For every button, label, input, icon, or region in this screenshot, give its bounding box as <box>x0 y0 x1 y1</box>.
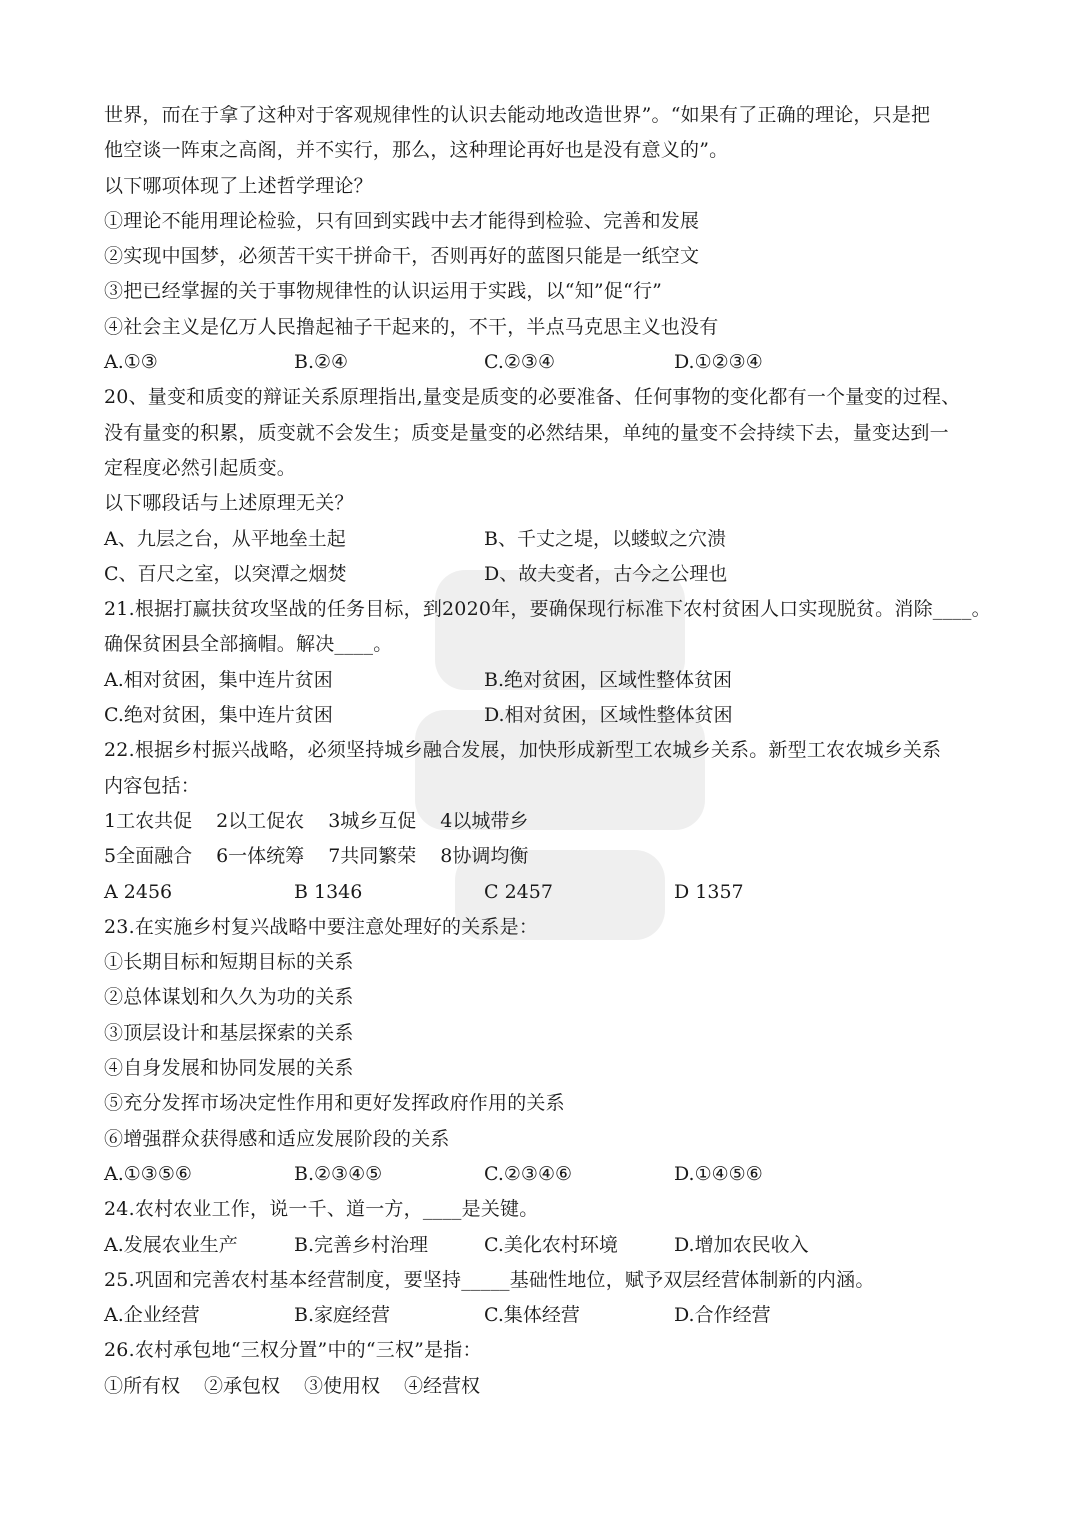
statement-item: ①理论不能用理论检验，只有回到实践中去才能得到检验、完善和发展 <box>104 209 700 232</box>
option-b: B.②④ <box>294 351 349 374</box>
q22-options <box>104 875 984 910</box>
q25-options <box>104 1298 984 1333</box>
list-item: 5全面融合 <box>104 845 193 868</box>
q20-stem: 20、量变和质变的辩证关系原理指出,量变是质变的必要准备、任何事物的变化都有一个量变的过程、 <box>104 386 961 409</box>
option-c: C 2457 <box>484 880 553 903</box>
q22-items-row <box>104 839 984 874</box>
statement-item: ⑤充分发挥市场决定性作用和更好发挥政府作用的关系 <box>104 1092 565 1115</box>
option-b: B.绝对贫困，区域性整体贫困 <box>484 668 733 691</box>
list-item: ①所有权 <box>104 1374 181 1397</box>
q20-options-row <box>104 557 984 592</box>
statement-item: ①长期目标和短期目标的关系 <box>104 951 354 974</box>
option-a: A.①③ <box>104 351 158 374</box>
q23-options <box>104 1157 984 1192</box>
option-d: D、故夫变者，古今之公理也 <box>484 562 728 585</box>
option-d: D.①②③④ <box>674 351 763 374</box>
option-c: C.②③④⑥ <box>484 1162 573 1185</box>
list-item: 2以工促农 <box>216 809 305 832</box>
statement-item: ③把已经掌握的关于事物规律性的认识运用于实践，以“知”促“行” <box>104 280 663 303</box>
document-page <box>104 98 991 1404</box>
statement-item: ②实现中国梦，必须苦干实干拼命干，否则再好的蓝图只能是一纸空文 <box>104 245 700 268</box>
list-item: ④经营权 <box>404 1374 481 1397</box>
option-a: A.①③⑤⑥ <box>104 1162 192 1185</box>
q19-options <box>104 345 984 380</box>
option-b: B 1346 <box>294 880 363 903</box>
statement-item: ⑥增强群众获得感和适应发展阶段的关系 <box>104 1127 450 1150</box>
question-prompt: 以下哪项体现了上述哲学理论？ <box>104 174 373 197</box>
option-b: B、千丈之堤，以蝼蚁之穴溃 <box>484 527 726 550</box>
option-d: D.合作经营 <box>674 1304 771 1327</box>
statement-item: ③顶层设计和基层探索的关系 <box>104 1021 354 1044</box>
option-d: D.①④⑤⑥ <box>674 1162 763 1185</box>
option-a: A.发展农业生产 <box>104 1233 238 1256</box>
text-line: 他空谈一阵束之高阁，并不实行，那么，这种理论再好也是没有意义的”。 <box>104 139 729 162</box>
option-a: A 2456 <box>104 880 173 903</box>
option-c: C、百尺之室，以突潭之烟焚 <box>104 562 347 585</box>
list-item: ②承包权 <box>204 1374 281 1397</box>
option-c: C.②③④ <box>484 351 555 374</box>
q26-items-row <box>104 1369 984 1404</box>
q22-items-row <box>104 804 984 839</box>
list-item: 8协调均衡 <box>440 845 529 868</box>
option-b: B.完善乡村治理 <box>294 1233 429 1256</box>
option-d: D 1357 <box>674 880 744 903</box>
q24-options <box>104 1228 984 1263</box>
q20-prompt: 以下哪段话与上述原理无关？ <box>104 492 354 515</box>
q20-stem: 没有量变的积累，质变就不会发生；质变是量变的必然结果，单纯的量变不会持续下去，量变达到一 <box>104 421 949 444</box>
q22-stem: 内容包括： <box>104 774 201 797</box>
q20-options-row <box>104 522 984 557</box>
q21-options-row <box>104 663 984 698</box>
q24-stem: 24.农村农业工作，说一千、道一方，____是关键。 <box>104 1198 539 1221</box>
list-item: 6一体统筹 <box>216 845 305 868</box>
option-c: C.美化农村环境 <box>484 1233 618 1256</box>
list-item: 1工农共促 <box>104 809 193 832</box>
option-a: A、九层之台，从平地垒土起 <box>104 527 346 550</box>
q26-stem: 26.农村承包地“三权分置”中的“三权”是指： <box>104 1339 482 1362</box>
statement-item: ②总体谋划和久久为功的关系 <box>104 986 354 1009</box>
option-d: D.增加农民收入 <box>674 1233 809 1256</box>
q21-stem: 21.根据打赢扶贫攻坚战的任务目标，到2020年，要确保现行标准下农村贫困人口实现脱贫。消除____。 <box>104 598 991 621</box>
q20-stem: 定程度必然引起质变。 <box>104 456 297 479</box>
list-item: 7共同繁荣 <box>328 845 417 868</box>
q21-options-row <box>104 698 984 733</box>
option-c: C.集体经营 <box>484 1304 580 1327</box>
option-b: B.家庭经营 <box>294 1304 391 1327</box>
option-d: D.相对贫困，区域性整体贫困 <box>484 704 733 727</box>
option-a: A.企业经营 <box>104 1304 200 1327</box>
text-line: 世界，而在于拿了这种对于客观规律性的认识去能动地改造世界”。“如果有了正确的理论，只是把 <box>104 104 931 126</box>
q21-stem: 确保贫困县全部摘帽。解决____。 <box>104 633 393 656</box>
option-a: A.相对贫困，集中连片贫困 <box>104 668 333 691</box>
q22-stem: 22.根据乡村振兴战略，必须坚持城乡融合发展，加快形成新型工农城乡关系。新型工农农城乡关系 <box>104 739 942 762</box>
statement-item: ④自身发展和协同发展的关系 <box>104 1057 354 1080</box>
option-b: B.②③④⑤ <box>294 1162 383 1185</box>
option-c: C.绝对贫困，集中连片贫困 <box>104 704 333 727</box>
list-item: 3城乡互促 <box>328 809 417 832</box>
statement-item: ④社会主义是亿万人民撸起袖子干起来的，不干，半点马克思主义也没有 <box>104 315 719 338</box>
q23-stem: 23.在实施乡村复兴战略中要注意处理好的关系是： <box>104 915 539 938</box>
list-item: 4以城带乡 <box>440 809 529 832</box>
list-item: ③使用权 <box>304 1374 381 1397</box>
q25-stem: 25.巩固和完善农村基本经营制度，要坚持_____基础性地位，赋予双层经营体制新的内涵。 <box>104 1268 875 1291</box>
